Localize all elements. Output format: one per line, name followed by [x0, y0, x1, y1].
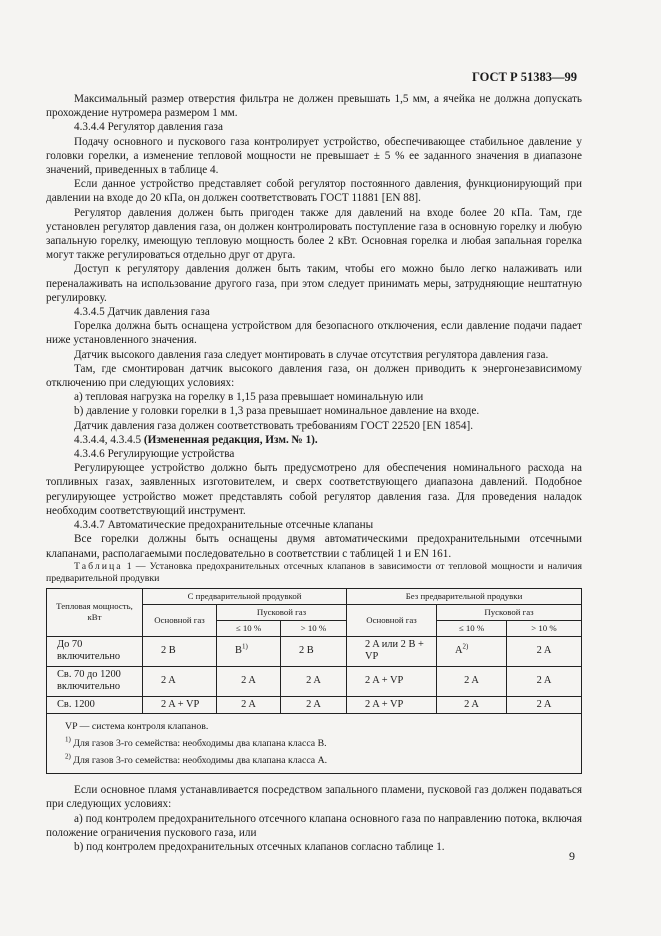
table-header-row: [47, 588, 582, 604]
footnote-mark: 2): [65, 752, 71, 761]
cell: 2 A: [507, 636, 582, 666]
table-notes: [47, 714, 582, 774]
cell: 2 A: [217, 666, 281, 696]
cell: 2 B: [281, 636, 347, 666]
cell-value: A: [455, 644, 463, 656]
cell: 2 A + VP: [143, 696, 217, 714]
header-gt10: > 10 %: [281, 620, 347, 636]
paragraph: Доступ к регулятору давления должен быть таким, чтобы его можно было легко налаживать или переналаживать на использование другого газа, при этом следует принимать меры, затрудняющие нештатную регулировку.: [46, 263, 582, 304]
document-header: ГОСТ Р 51383—99: [471, 70, 577, 84]
table-caption: [46, 561, 582, 586]
cell: 2 A: [281, 666, 347, 696]
paragraph: Подачу основного и пускового газа контролирует устройство, обеспечивающее стабильное давление у головки горелки, а изменение тепловой мощности не превышает ± 5 % ее заданного значения в диапазоне значений, приведенных в таблице 4.: [46, 135, 582, 177]
section-heading: 4.3.4.6 Регулирующие устройства: [74, 448, 235, 461]
cell: 2 A + VP: [347, 666, 437, 696]
table-row: [47, 636, 582, 666]
paragraph: Регулятор давления должен быть пригоден также для давлений на входе более 20 кПа. Там, где установлен регулятор давления газа, он должен контролировать поступление газа в основную горелку и любую запальную горелку, имеющую тепловую мощность более 2 кВт. Основная горелка и любая запальная горелка могут также регулироваться отдельно друг от друга.: [46, 206, 582, 262]
section-heading: 4.3.4.7 Автоматические предохранительные отсечные клапаны: [74, 519, 374, 532]
footnote-text: Для газов 3-го семейства: необходимы два клапана класса B.: [70, 738, 327, 750]
table-caption-text: 1 — Установка предохранительных отсечных клапанов в зависимости от тепловой мощности и наличия предварительной продувки: [46, 560, 582, 585]
paragraph: Если основное пламя устанавливается посредством запального пламени, пусковой газ должен подаваться при следующих условиях:: [46, 784, 582, 811]
document-body: [46, 92, 582, 854]
list-item: а) под контролем предохранительного отсечного клапана основного газа по направлению потока, включая положение ограничения пускового газа, или: [46, 812, 582, 839]
valves-table: [46, 588, 582, 775]
header-le10: ≤ 10 %: [437, 620, 507, 636]
header-le10: ≤ 10 %: [217, 620, 281, 636]
cell-value: B: [235, 644, 242, 656]
edit-note-bold: (Измененная редакция, Изм. № 1).: [143, 433, 318, 446]
header-gt10: > 10 %: [507, 620, 582, 636]
header-start-gas: Пусковой газ: [437, 604, 582, 620]
cell: 2 A: [143, 666, 217, 696]
header-start-gas: Пусковой газ: [217, 604, 347, 620]
edit-note-prefix: 4.3.4.4, 4.3.4.5: [74, 433, 144, 446]
header-power: Тепловая мощность, кВт: [47, 588, 143, 636]
list-item: b) давление у головки горелки в 1,3 раза превышает номинальное давление на входе.: [74, 405, 480, 418]
header-without-purge: Без предварительной продувки: [347, 588, 582, 604]
header-with-purge: С предварительной продувкой: [143, 588, 347, 604]
cell: 2 B: [143, 636, 217, 666]
paragraph: Датчик давления газа должен соответствовать требованиям ГОСТ 22520 [EN 1854].: [74, 419, 474, 432]
cell: 2 A: [437, 666, 507, 696]
cell: [217, 636, 281, 666]
cell-power: До 70 включительно: [47, 636, 143, 666]
footnote-2: [65, 752, 571, 769]
paragraph: Датчик высокого давления газа следует монтировать в случае отсутствия регулятора давления газа.: [74, 348, 549, 361]
cell: 2 A + VP: [347, 696, 437, 714]
table-row: [47, 696, 582, 714]
footnote-mark: 2): [462, 642, 469, 651]
table-notes-row: [47, 714, 582, 774]
paragraph: Если данное устройство представляет собой регулятор постоянного давления, функционирующий при давлении на входе до 20 кПа, он должен соответствовать ГОСТ 11881 [EN 88].: [46, 178, 582, 205]
list-item: b) под контролем предохранительных отсечных клапанов согласно таблице 1.: [74, 841, 445, 854]
paragraph: Регулирующее устройство должно быть предусмотрено для обеспечения номинального расхода на топливных газах, заявленных изготовителем, и сверх соответствующего диапазона давлений. Подобное регулирующее устройство может представлять собой регулятор давления газа. Для проведения наладок необходим соответствующий инструмент.: [46, 462, 582, 517]
footnote-text: Для газов 3-го семейства: необходимы два клапана класса А.: [70, 755, 328, 767]
list-item: а) тепловая нагрузка на горелку в 1,15 раза превышает номинальную или: [74, 391, 424, 404]
page-number: 9: [569, 849, 575, 863]
table-caption-word: Таблица: [74, 560, 123, 572]
paragraph: Все горелки должны быть оснащены двумя автоматическими предохранительными отсечными клапанами, располагаемыми последовательно в соответствии с таблицей 1 и EN 161.: [46, 533, 582, 560]
cell-power: Св. 70 до 1200 включительно: [47, 666, 143, 696]
paragraph: Горелка должна быть оснащена устройством для безопасного отключения, если давление подачи падает ниже установленного значения.: [46, 320, 582, 347]
footnote-mark: 1): [241, 642, 248, 651]
section-heading: 4.3.4.5 Датчик давления газа: [74, 306, 210, 319]
cell: 2 A: [217, 696, 281, 714]
cell: 2 A: [507, 666, 582, 696]
edit-note: [46, 433, 582, 447]
cell: 2 A: [437, 696, 507, 714]
section-heading: 4.3.4.4 Регулятор давления газа: [74, 121, 223, 134]
cell-power: Св. 1200: [47, 696, 143, 714]
cell: 2 A или 2 B + VP: [347, 636, 437, 666]
cell: 2 A: [507, 696, 582, 714]
paragraph: Там, где смонтирован датчик высокого давления газа, он должен приводить к энергонезависимому отключению при следующих условиях:: [46, 362, 582, 390]
header-main-gas: Основной газ: [143, 604, 217, 636]
table-row: [47, 666, 582, 696]
paragraph: Максимальный размер отверстия фильтра не должен превышать 1,5 мм, а ячейка не должна допускать прохождение нутромера размером 1 мм.: [46, 93, 582, 120]
footnote-1: [65, 735, 571, 752]
cell: [437, 636, 507, 666]
cell: 2 A: [281, 696, 347, 714]
header-main-gas: Основной газ: [347, 604, 437, 636]
footnote-mark: 1): [65, 735, 71, 744]
note-vp: VP — система контроля клапанов.: [65, 721, 209, 733]
